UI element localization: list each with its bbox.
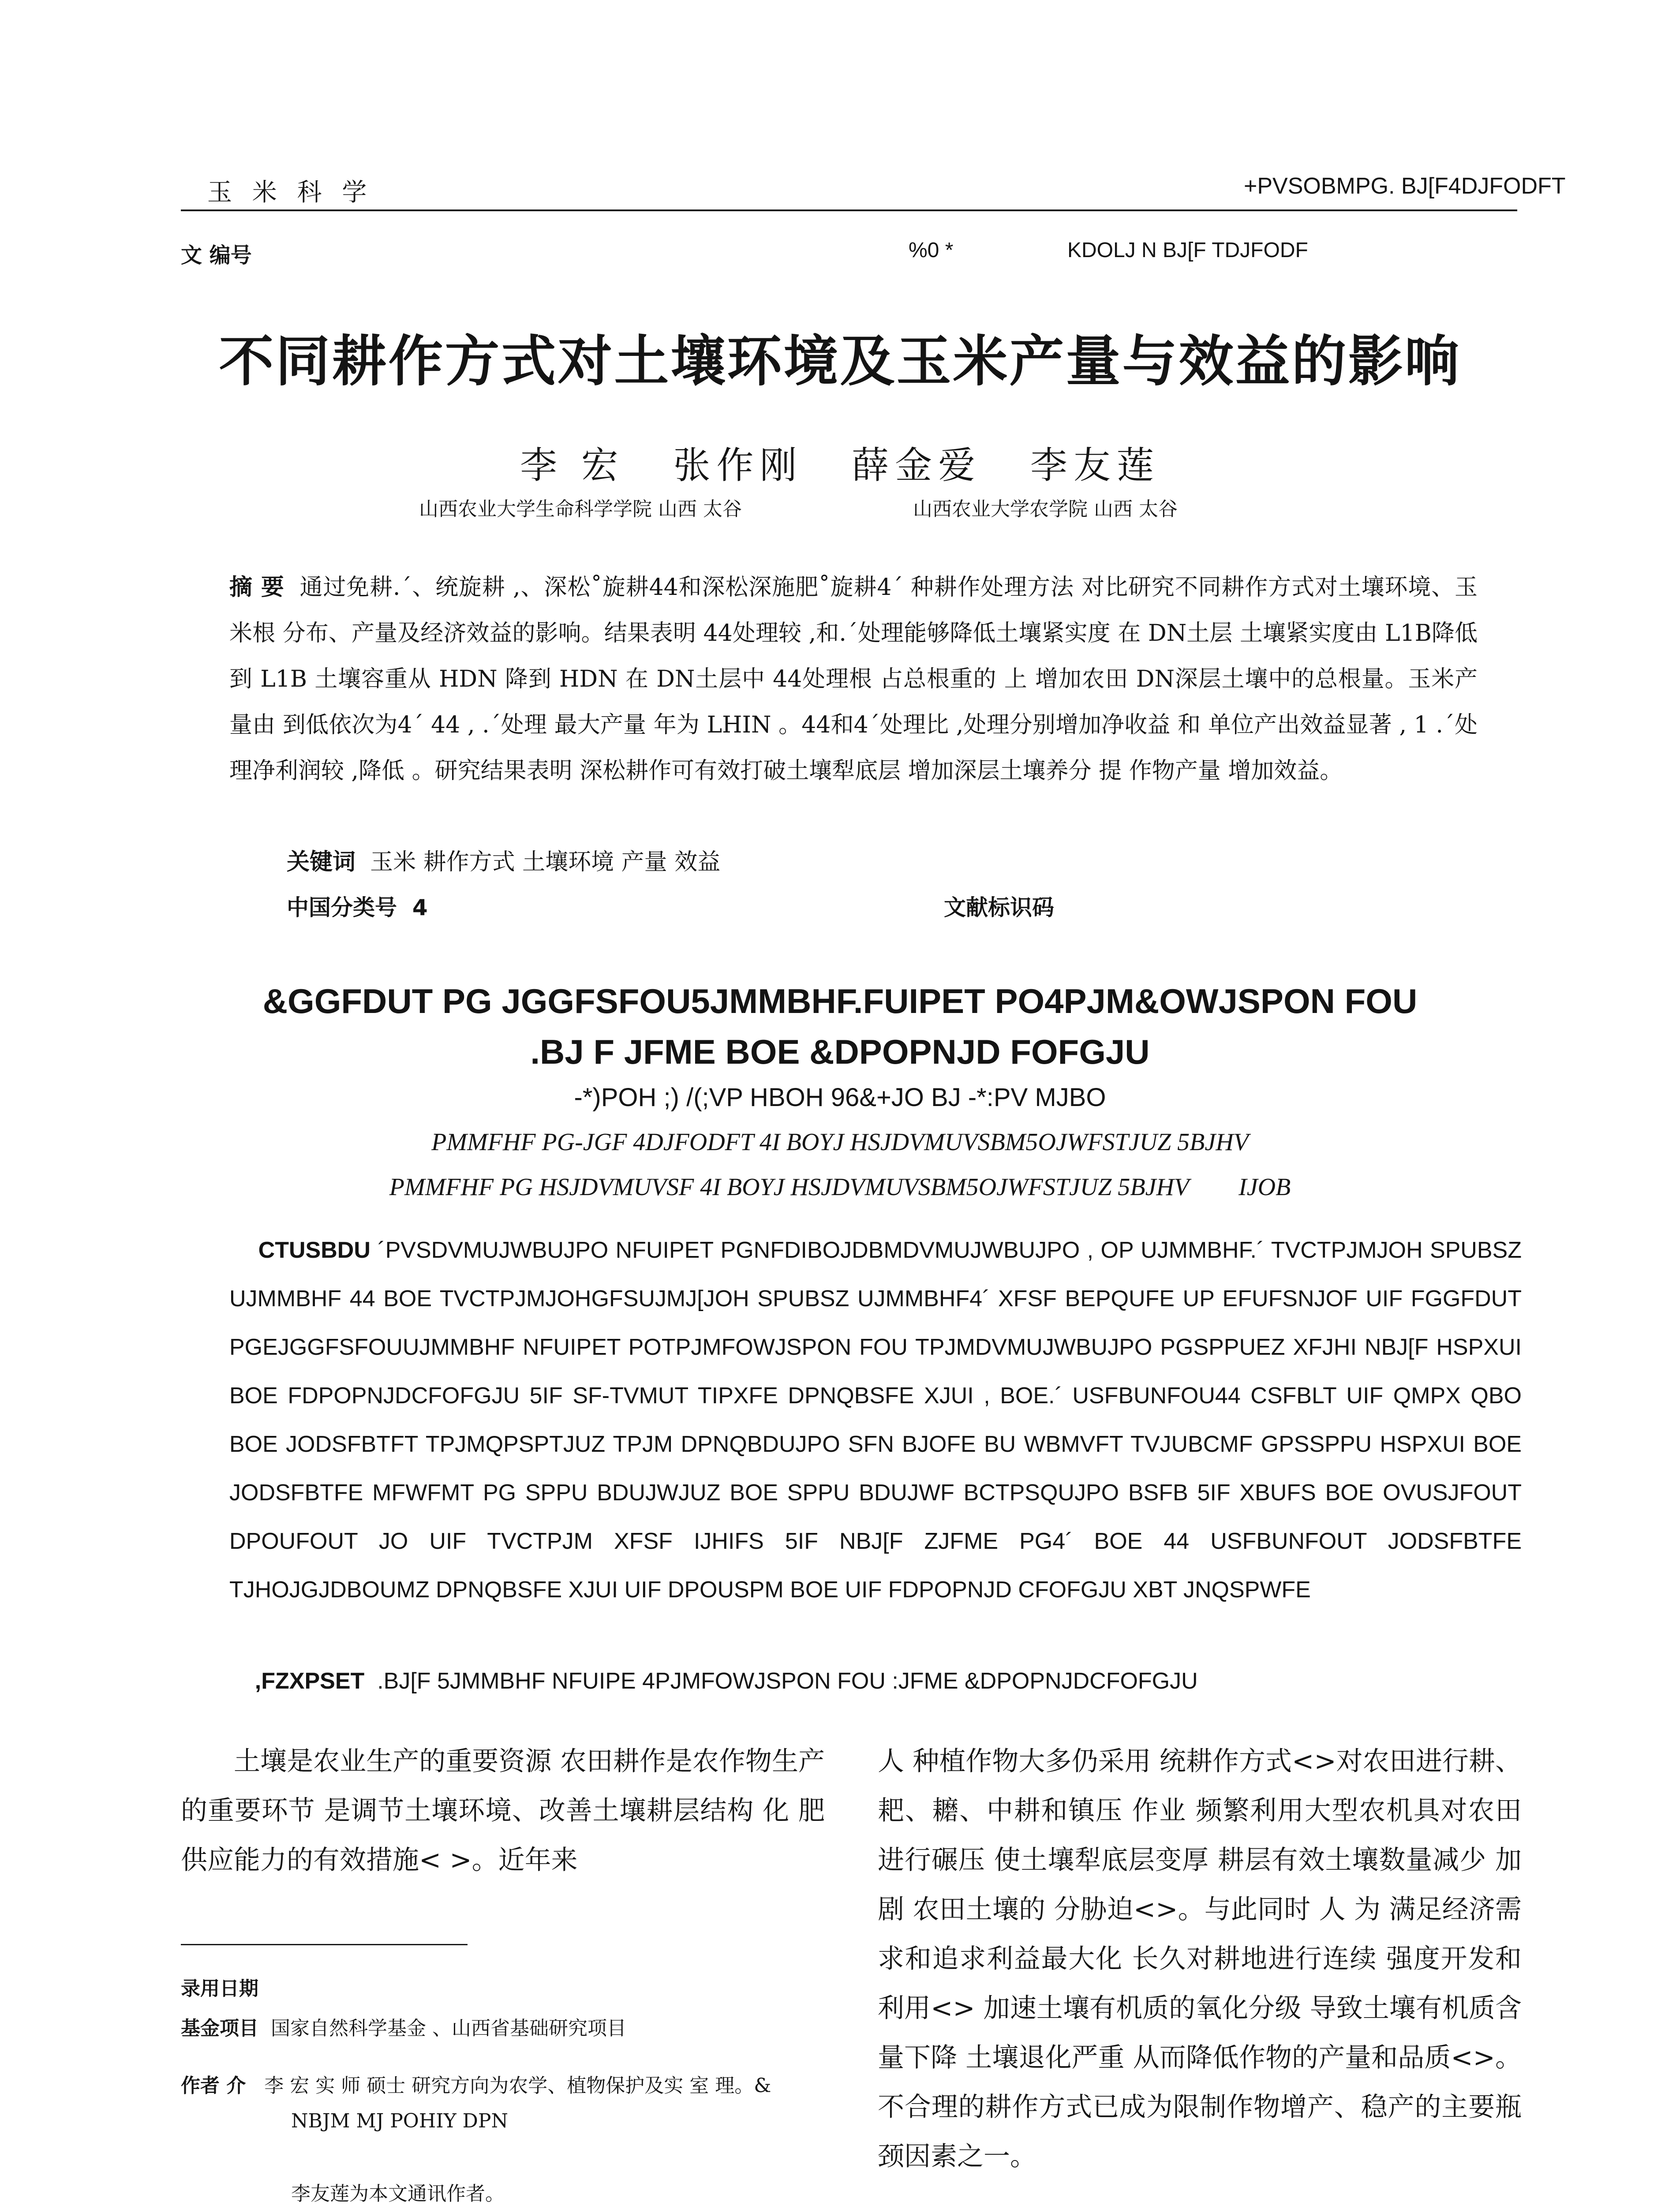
corresponding-author: 李友莲为本文通讯作者。 (291, 2183, 505, 2205)
english-keywords-text: .BJ[F 5JMMBHF NFUIPE 4PJMFOWJSPON FOU :JFME &DPOPNJDCFOFGJU (377, 1668, 1198, 1694)
english-affiliation-2-text: PMMFHF PG HSJDVMUVSF 4I BOYJ HSJDVMUVSBM5OJWFSTJUZ 5BJHV (389, 1174, 1190, 1201)
clc-value: 4 (412, 895, 428, 920)
clc-number (287, 890, 428, 922)
english-abstract-label: CTUSBDU (258, 1237, 370, 1263)
english-keywords (229, 1668, 1198, 1694)
footnote-rule (181, 1944, 468, 1945)
received-label: 录用日期 (181, 1977, 258, 2000)
author-bio-label: 作者 介 (181, 2074, 246, 2097)
doi-label: %0 * (909, 239, 954, 262)
clc-label: 中国分类号 (287, 895, 397, 920)
header-rule (181, 209, 1517, 211)
author-name: 薛金爱 (852, 444, 982, 487)
english-affiliation-2-country: IJOB (1238, 1174, 1291, 1201)
body-column-right: 人 种植作物大多仍采用 统耕作方式<>对农田进行耕、耙、耱、中耕和镇压 作业 频繁利用大型农机具对农田进行碾压 使土壤犁底层变厚 耕层有效土壤数量减少 加剧 农田土壤的 分胁迫<>。与此同时 人 为 满足经济需求和追求利益最大化 长久对耕地进行连续 强度开发和利用<> 加速土壤有机质的氧化分级 导致土壤有机质含量下降 土壤退化严重 从而降低作物的产量和品质<>。不合理的耕作方式已成为限制作物增产、稳产的主要瓶颈因素之一。 (878, 1746, 1522, 2172)
received-date (181, 1971, 825, 2007)
abstract-text: 通过免耕.´、统旋耕 ,、深松˚旋耕44和深松深施肥˚旋耕4´ 种耕作处理方法 对比研究不同耕作方式对土壤环境、玉米根 分布、产量及经济效益的影响。结果表明 44处理较 ,和.´处理能够降低土壤紧实度 在 DN土层 土壤紧实度由 L1B降低到 L1B 土壤容重从 HDN 降到 HDN 在 DN土层中 44处理根 占总根重的 上 增加农田 DN深层土壤中的总根量。玉米产量由 到低依次为4´ 44 , .´处理 最大产量 年为 LHIN 。44和4´处理比 ,处理分别增加净收益 和 单位产出效益显著 , 1 .´处理净利润较 ,降低 。研究结果表明 深松耕作可有效打破土壤犁底层 增加深层土壤养分 提 作物产量 增加效益。 (229, 574, 1478, 784)
english-abstract-text: ´PVSDVMUJWBUJPO NFUIPET PGNFDIBOJDBMDVMUJWBUJPO , OP UJMMBHF.´ TVCTPJMJOH SPUBSZ UJMMBHF 44 BOE TVCTPJMJOHGFSUJMJ[JOH SPUBSZ UJMMBHF4´ XFSF BEPQUFE UP EFUFSNJOF UIF FGGFDUT PGEJGGFSFOUUJMMBHF NFUIPET POTPJMFOWJSPON FOU TPJMDVMUJWBUJPO PGSPPUEZ XFJHI NBJ[F HSPXUI BOE FDPOPNJDCFOFGJU 5IF SF-TVMUT TIPXFE DPNQBSFE XJUI , BOE.´ USFBUNFOU44 CSFBLT UIF QMPX QBO BOE JODSFBTFT TPJMQPSPTJUZ TPJM DPNQBDUJPO SFN BJOFE BU WBMVFT TVJUBCMF GPSSPPU HSPXUI BOE JODSFBTFE MFWFMT PG SPPU BDUJWJUZ BOE SPPU BDUJWF BCTPSQUJPO BSFB 5IF XBUFS BOE OVUSJFOUT DPOUFOUT JO UIF TVCTPJM XFSF IJHIFS 5IF NBJ[F ZJFME PG4´ BOE 44 USFBUNFOUT JODSFBTFE TJHOJGJDBOUMZ DPNQBSFE XJUI UIF DPOUSPM BOE UIF FDPOPNJD CFOFGJU XBT JNQSPWFE (229, 1237, 1522, 1603)
article-number-label: 文 编号 (181, 243, 252, 268)
fund-label: 基金项目 (181, 2017, 258, 2040)
affiliation: 山西农业大学生命科学学院 山西 太谷 (419, 498, 742, 520)
english-affiliation-2 (0, 1173, 1680, 1201)
affiliation: 山西农业大学农学院 山西 太谷 (913, 498, 1178, 520)
body-column-left: 土壤是农业生产的重要资源 农田耕作是农作物生产的重要环节 是调节土壤环境、改善土壤耕层结构 化 肥供应能力的有效措施< >。近年来 (181, 1746, 825, 1876)
keywords-text: 玉米 耕作方式 土壤环境 产量 效益 (370, 849, 721, 875)
document-code-label: 文献标识码 (944, 895, 1054, 920)
journal-name-zh: 玉 米 科 学 (207, 178, 373, 207)
author-name: 李 宏 (520, 444, 625, 487)
article-url: KDOLJ N BJ[F TDJFODF (1067, 239, 1308, 262)
author-name: 张作刚 (673, 444, 803, 487)
author-list (0, 436, 1680, 489)
english-title-line-2: .BJ F JFME BOE &DPOPNJD FOFGJU (530, 1032, 1150, 1071)
english-affiliation-1: PMMFHF PG-JGF 4DJFODFT 4I BOYJ HSJDVMUVSBM5OJWFSTJUZ 5BJHV (431, 1129, 1249, 1156)
english-authors: -*)POH ;) /(;VP HBOH 96&+JO BJ -*:PV MJBO (574, 1083, 1106, 1112)
paper-title: 不同耕作方式对土壤环境及玉米产量与效益的影响 (219, 330, 1461, 393)
english-abstract (229, 1226, 1522, 1614)
author-bio (181, 2068, 825, 2139)
fund-info (181, 2011, 825, 2046)
abstract-zh (229, 564, 1478, 794)
keywords-zh (287, 843, 720, 876)
author-bio-text: 李 宏 实 师 硕士 研究方向为农学、植物保护及实 室 理。& NBJM MJ POHIY DPN (264, 2074, 771, 2132)
fund-text: 国家自然科学基金 、山西省基础研究项目 (270, 2017, 626, 2040)
abstract-label: 摘 要 (229, 574, 284, 601)
journal-name-en: +PVSOBMPG. BJ[F4DJFODFT (1244, 173, 1566, 199)
english-title-line-1: &GGFDUT PG JGGFSFOU5JMMBHF.FUIPET PO4PJM&OWJSPON FOU (262, 982, 1418, 1020)
keywords-label: 关键词 (287, 849, 356, 875)
english-keywords-label: ,FZXPSET (254, 1668, 365, 1694)
author-name: 李友莲 (1030, 444, 1160, 487)
